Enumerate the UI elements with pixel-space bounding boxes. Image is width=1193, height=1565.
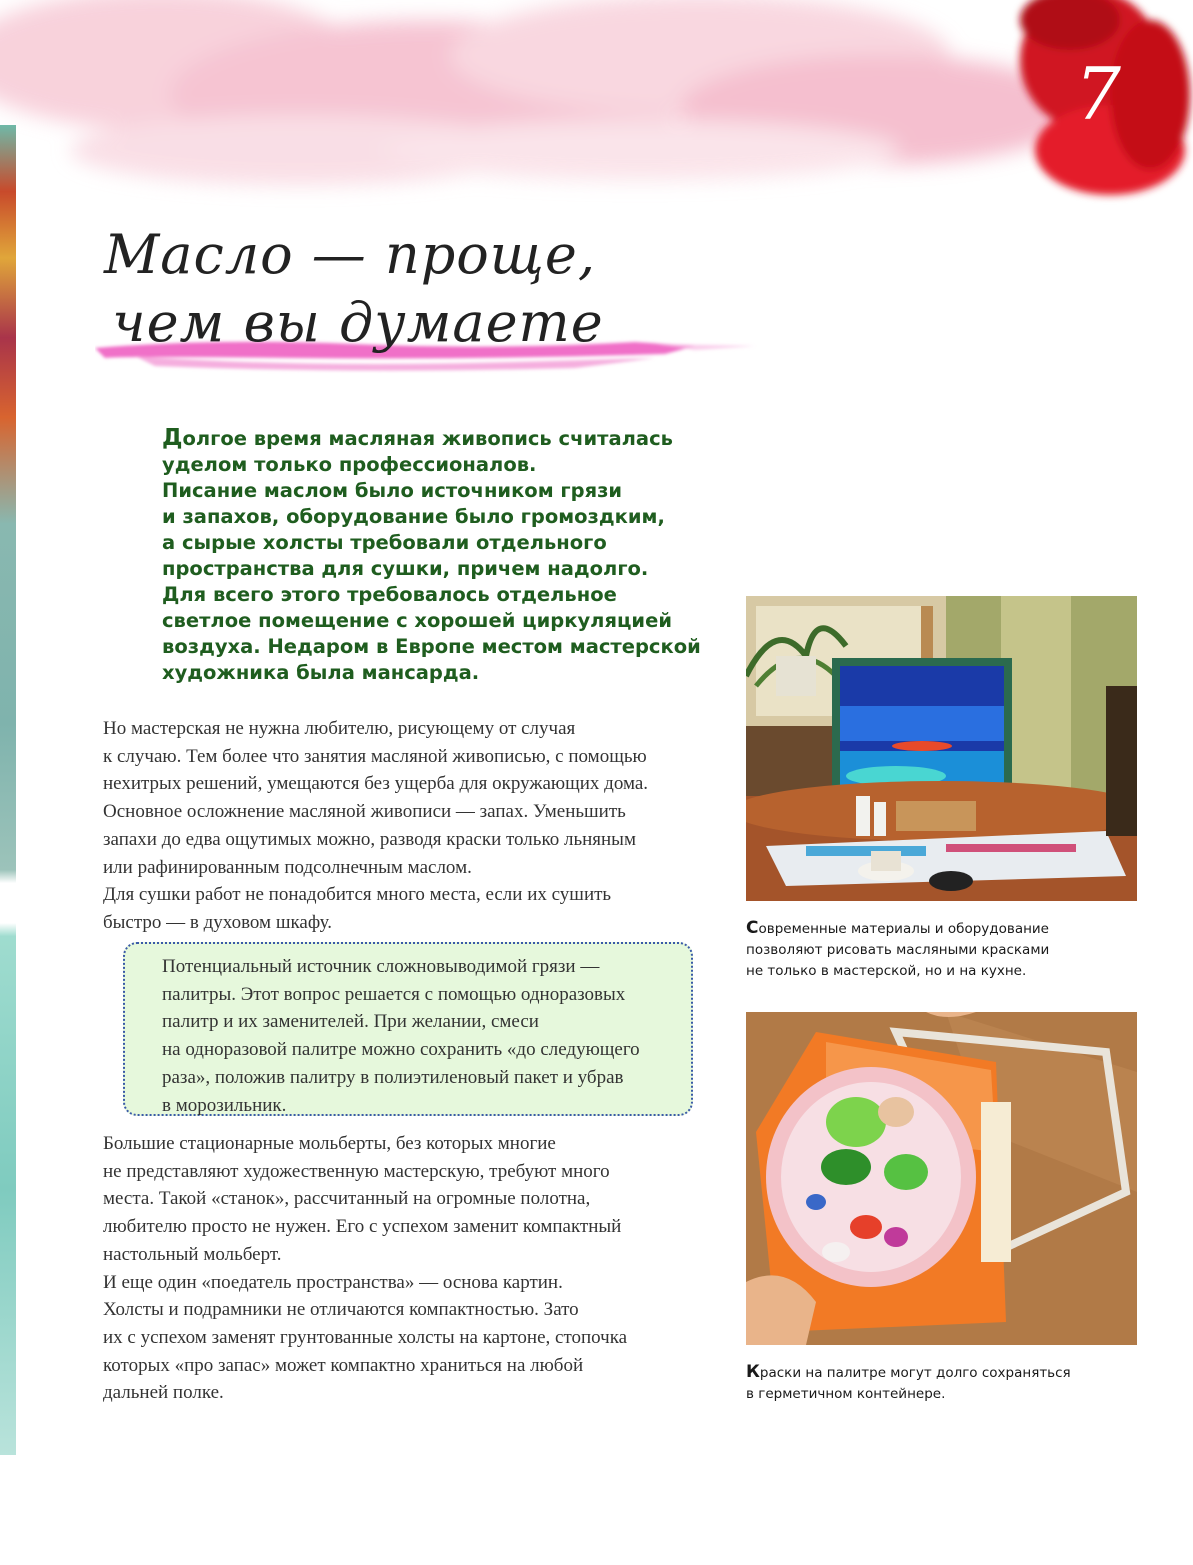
caption-line: не только в мастерской, но и на кухне.	[746, 963, 1027, 979]
lead-line: Долгое время масляная живопись считалась	[162, 425, 673, 451]
body-line: Но мастерская не нужна любителю, рисующему от случая	[103, 718, 576, 739]
caption-line: Краски на палитре могут долго сохраняться	[746, 1362, 1071, 1382]
callout-line: палитры. Этот вопрос решается с помощью одноразовых	[162, 983, 626, 1005]
callout-line: раза», положив палитру в полиэтиленовый пакет и убрав	[162, 1066, 624, 1088]
caption-dropcap: К	[746, 1362, 760, 1382]
body-line: места. Такой «станок», рассчитанный на огромные полотна,	[103, 1188, 591, 1210]
lead-line: воздуха. Недаром в Европе местом мастерской	[162, 635, 701, 658]
callout-line: Потенциальный источник сложновыводимой грязи —	[162, 956, 600, 977]
body-line: к случаю. Тем более что занятия масляной живописью, с помощью	[103, 745, 647, 767]
body-line: любителю просто не нужен. Его с успехом заменит компактный	[103, 1216, 622, 1238]
body-paragraph-1	[103, 715, 703, 937]
body-line: не представляют художественную мастерскую, требуют много	[103, 1160, 610, 1182]
page-number: 7	[1075, 52, 1121, 136]
watercolor-header	[0, 0, 1193, 240]
lead-line: Писание маслом было источником грязи	[162, 479, 623, 502]
easel-painting-photo	[746, 596, 1137, 901]
page-title-line-1: Масло — проще,	[104, 223, 596, 286]
body-line: настольный мольберт.	[103, 1243, 282, 1265]
body-line: Холсты и подрамники не отличаются компактностью. Зато	[103, 1299, 579, 1321]
callout-text	[162, 953, 682, 1119]
lead-dropcap: Д	[162, 425, 183, 451]
caption-dropcap: С	[746, 918, 759, 938]
caption-line: Современные материалы и оборудование	[746, 918, 1049, 938]
lead-line: и запахов, оборудование было громоздким,	[162, 505, 665, 528]
lead-line: уделом только профессионалов.	[162, 453, 537, 476]
body-line: И еще один «поедатель пространства» — основа картин.	[103, 1271, 563, 1293]
body-line: или рафинированным подсолнечным маслом.	[103, 856, 472, 878]
body-line: запахи до едва ощутимых можно, разводя краски только льняным	[103, 828, 636, 850]
body-line: их с успехом заменят грунтованные холсты на картоне, стопочка	[103, 1326, 628, 1348]
body-line: Большие стационарные мольберты, без которых многие	[103, 1133, 556, 1154]
photo-caption-1	[746, 918, 1166, 982]
lead-line: Для всего этого требовалось отдельное	[162, 583, 617, 606]
body-line: дальней полке.	[103, 1382, 224, 1404]
caption-line: позволяют рисовать масляными красками	[746, 942, 1050, 958]
left-edge-strip	[0, 125, 16, 1455]
photo-caption-2	[746, 1362, 1166, 1405]
callout-line: палитр и их заменителей. При желании, смеси	[162, 1011, 539, 1033]
body-line: Для сушки работ не понадобится много места, если их сушить	[103, 884, 612, 906]
page-title-line-2: чем вы думаете	[112, 291, 604, 354]
body-line: нехитрых решений, умещаются без ущерба для окружающих дома.	[103, 773, 649, 795]
callout-line: на одноразовой палитре можно сохранить «до следующего	[162, 1039, 640, 1061]
lead-paragraph	[162, 425, 722, 686]
body-paragraph-2	[103, 1130, 703, 1407]
body-line: быстро — в духовом шкафу.	[103, 911, 333, 933]
lead-line: а сырые холсты требовали отдельного	[162, 531, 607, 554]
caption-line: в герметичном контейнере.	[746, 1386, 946, 1402]
palette-container-photo	[746, 1012, 1137, 1345]
lead-line: светлое помещение с хорошей циркуляцией	[162, 609, 672, 632]
body-line: которых «про запас» может компактно храниться на любой	[103, 1354, 584, 1376]
lead-line: пространства для сушки, причем надолго.	[162, 557, 649, 580]
callout-line: в морозильник.	[162, 1094, 287, 1116]
lead-line: художника была мансарда.	[162, 661, 480, 684]
body-line: Основное осложнение масляной живописи — запах. Уменьшить	[103, 801, 626, 823]
